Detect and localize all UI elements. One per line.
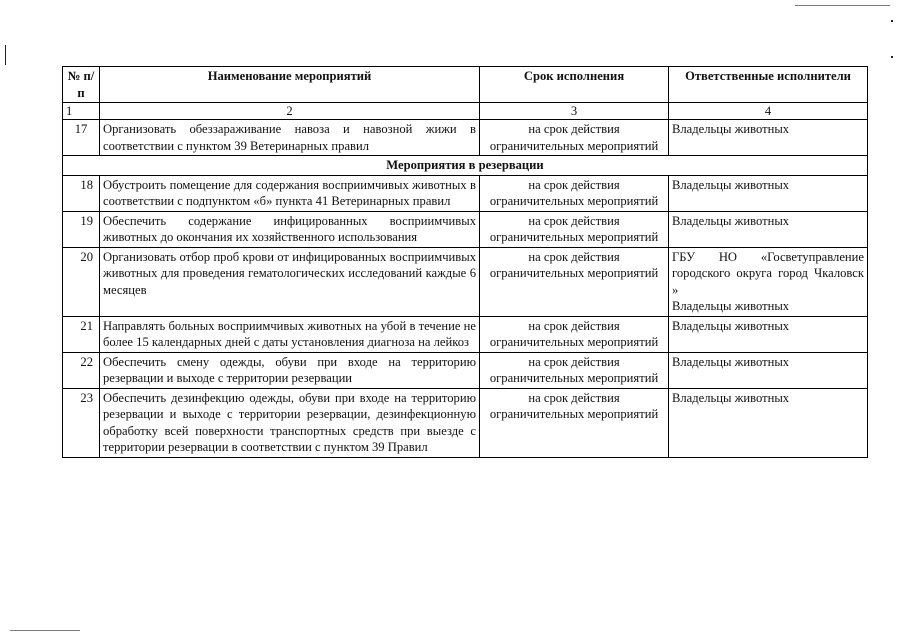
header-responsible: Ответственные исполнители	[669, 67, 868, 103]
measures-table	[62, 66, 868, 458]
table-row	[63, 211, 868, 247]
responsible-text: Владельцы животных	[669, 175, 868, 211]
deadline-text: на срок действия ограничительных мероприятий	[480, 352, 669, 388]
deadline-text: на срок действия ограничительных мероприятий	[480, 120, 669, 156]
header-num: № п/п	[63, 67, 100, 103]
responsible-text: Владельцы животных	[669, 120, 868, 156]
header-deadline: Срок исполнения	[480, 67, 669, 103]
deadline-text: на срок действия ограничительных мероприятий	[480, 175, 669, 211]
deadline-text: на срок действия ограничительных мероприятий	[480, 211, 669, 247]
row-number: 21	[63, 316, 100, 352]
scan-artifact-dot	[891, 20, 893, 22]
measure-text: Обеспечить дезинфекцию одежды, обуви при входе на территорию резервации и выходе с территории резервации, дезинфекционную обработку всей поверхности транспортных средств при выезде с территории резервации в соответствии с пунктом 39 Правил	[100, 388, 480, 457]
responsible-text: Владельцы животных	[669, 316, 868, 352]
header-name: Наименование мероприятий	[100, 67, 480, 103]
section-title: Мероприятия в резервации	[63, 156, 868, 176]
deadline-text: на срок действия ограничительных мероприятий	[480, 388, 669, 457]
responsible-text: Владельцы животных	[669, 211, 868, 247]
deadline-text: на срок действия ограничительных мероприятий	[480, 316, 669, 352]
row-number: 22	[63, 352, 100, 388]
responsible-text	[669, 247, 868, 316]
column-index: 1	[63, 103, 100, 120]
responsible-text: Владельцы животных	[669, 352, 868, 388]
scan-artifact-line	[10, 630, 80, 631]
scan-artifact-bar	[5, 45, 6, 65]
table-row	[63, 316, 868, 352]
table-header-row	[63, 67, 868, 103]
table-row	[63, 388, 868, 457]
row-number: 19	[63, 211, 100, 247]
table-row	[63, 352, 868, 388]
responsible-text: Владельцы животных	[669, 388, 868, 457]
measure-text: Обустроить помещение для содержания восприимчивых животных в соответствии с подпунктом «б» пункта 41 Ветеринарных правил	[100, 175, 480, 211]
measure-text: Организовать отбор проб крови от инфицированных восприимчивых животных для проведения гематологических исследований каждые 6 месяцев	[100, 247, 480, 316]
measure-text: Организовать обеззараживание навоза и навозной жижи в соответствии с пунктом 39 Ветеринарных правил	[100, 120, 480, 156]
scan-artifact-line	[795, 5, 890, 6]
column-index: 3	[480, 103, 669, 120]
scan-artifact-dot	[891, 56, 893, 58]
table-row	[63, 175, 868, 211]
measure-text: Направлять больных восприимчивых животных на убой в течение не более 15 календарных дней с даты установления диагноза на лейкоз	[100, 316, 480, 352]
table-row	[63, 247, 868, 316]
row-number: 18	[63, 175, 100, 211]
column-index: 4	[669, 103, 868, 120]
row-number: 17	[63, 120, 100, 156]
responsible-organization: ГБУ НО «Госветуправление городского округа город Чкаловск »	[672, 249, 864, 297]
responsible-owners: Владельцы животных	[672, 299, 790, 313]
row-number: 23	[63, 388, 100, 457]
table-row	[63, 120, 868, 156]
row-number: 20	[63, 247, 100, 316]
measure-text: Обеспечить содержание инфицированных восприимчивых животных до окончания их хозяйственного использования	[100, 211, 480, 247]
column-index-row	[63, 103, 868, 120]
deadline-text: на срок действия ограничительных мероприятий	[480, 247, 669, 316]
column-index: 2	[100, 103, 480, 120]
section-row	[63, 156, 868, 176]
measure-text: Обеспечить смену одежды, обуви при входе на территорию резервации и выходе с территории резервации	[100, 352, 480, 388]
